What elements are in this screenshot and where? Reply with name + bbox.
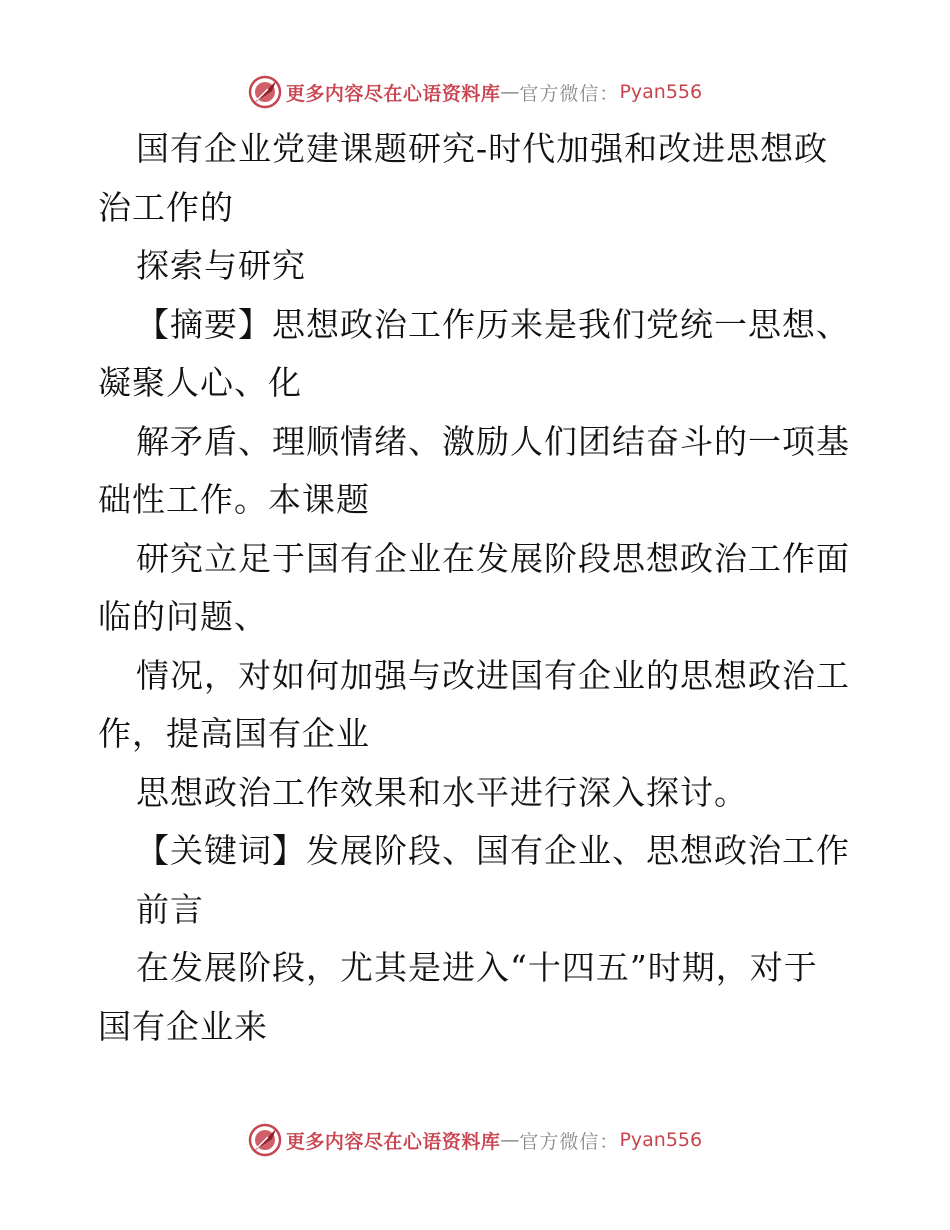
title-line-continued: 治工作的 — [98, 187, 234, 227]
abstract-line: 思想政治工作效果和水平进行深入探讨。 — [136, 772, 748, 812]
abstract-line: 情况，对如何加强与改进国有企业的思想政治工 — [136, 655, 850, 695]
watermark-label: 官方微信： — [519, 82, 620, 105]
title-line: 探索与研究 — [136, 246, 306, 285]
abstract-line-continued: 临的问题、 — [98, 597, 268, 636]
abstract-line-continued: 凝聚人心、化 — [98, 363, 302, 402]
abstract-line: 解矛盾、理顺情绪、激励人们团结奋斗的一项基 — [136, 421, 850, 461]
body-line-continued: 国有企业来 — [98, 1006, 268, 1046]
title-line: 国有企业党建课题研究-时代加强和改进思想政 — [136, 129, 829, 168]
watermark-separator: — — [500, 1129, 520, 1151]
watermark-brand: 更多内容尽在心语资料库 — [285, 1130, 501, 1153]
watermark-brand: 更多内容尽在心语资料库 — [285, 82, 501, 105]
quill-pen-logo-icon — [248, 1123, 282, 1157]
header-watermark — [0, 72, 950, 112]
section-heading: 前言 — [136, 889, 204, 929]
watermark-wechat-id: Pyan556 — [619, 81, 703, 103]
abstract-line: 【摘要】思想政治工作历来是我们党统一思想、 — [136, 304, 850, 344]
watermark-label: 官方微信： — [519, 1130, 620, 1153]
abstract-line: 研究立足于国有企业在发展阶段思想政治工作面 — [136, 538, 850, 578]
keywords-line: 【关键词】发展阶段、国有企业、思想政治工作 — [136, 831, 850, 870]
footer-watermark — [0, 1120, 950, 1160]
quill-pen-logo-icon — [248, 75, 282, 109]
body-line: 在发展阶段，尤其是进入“十四五”时期，对于 — [136, 948, 818, 987]
abstract-line-continued: 作，提高国有企业 — [98, 714, 370, 753]
document-body — [98, 120, 858, 1056]
watermark-separator: — — [500, 81, 520, 103]
abstract-line-continued: 础性工作。本课题 — [98, 480, 370, 519]
watermark-wechat-id: Pyan556 — [619, 1129, 703, 1151]
